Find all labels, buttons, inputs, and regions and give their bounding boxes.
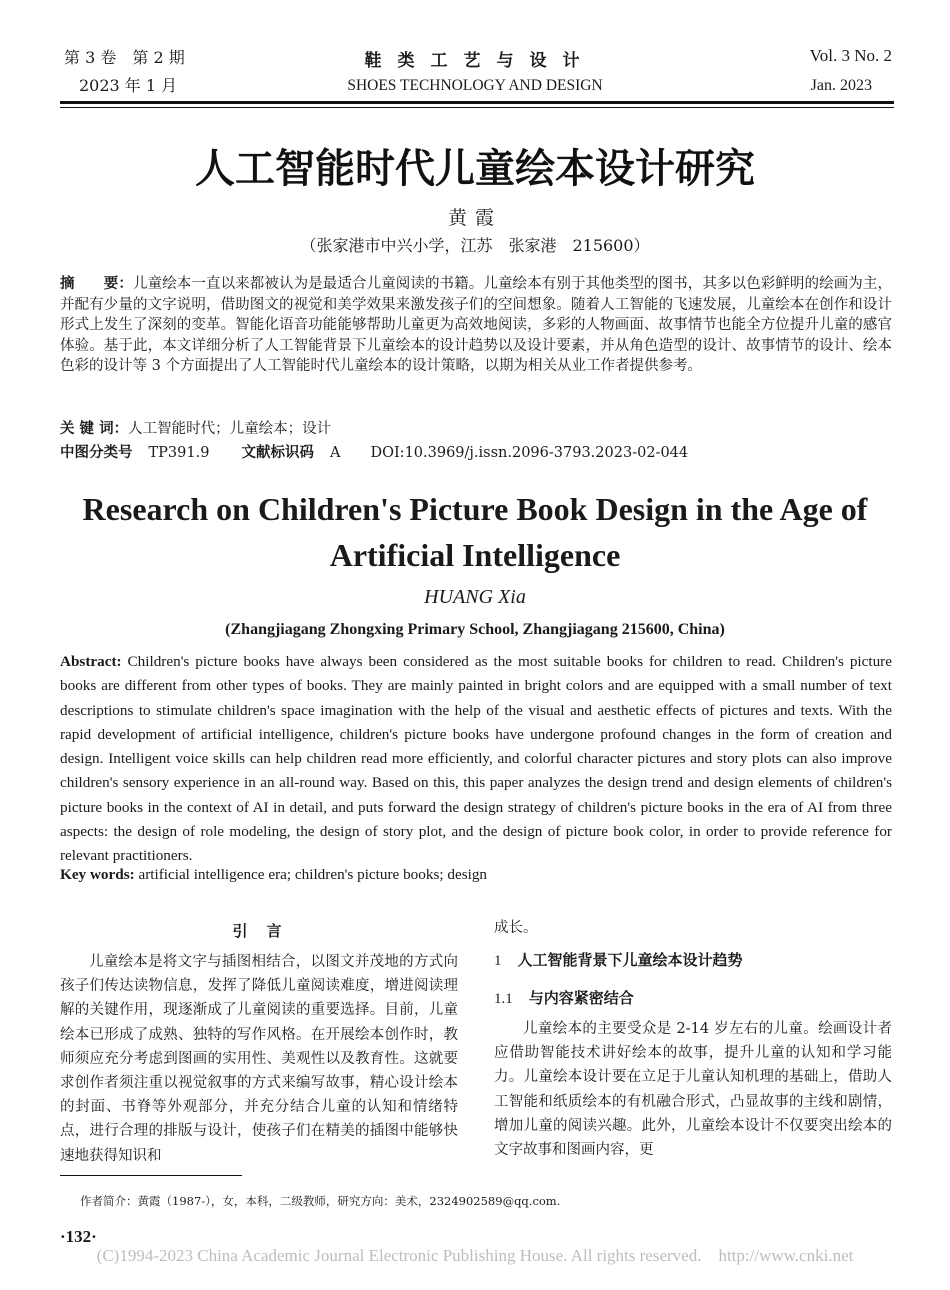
header-date-cn: 2023 年 1 月	[79, 76, 178, 95]
abstract-en-label: Abstract:	[60, 653, 122, 670]
intro-paragraph: 儿童绘本是将文字与插图相结合，以图文并茂地的方式向孩子们传达读物信息，发挥了降低儿童阅读难度，增进阅读理解的关键作用，现逐渐成了儿童阅读的重要选择。目前，儿童绘本已形成了成熟、独特的写作风格。在开展绘本创作时，教师须应充分考虑到图画的实用性、美观性以及教育性。这就要求创作者须注重以视觉叙事的方式来编写故事，精心设计绘本的封面、书脊等外观部分，并充分结合儿童的认知和情绪特点，进行合理的排版与设计，使孩子们在精美的插图中能够快速地获得知识和	[60, 954, 458, 1164]
header-volume-issue-en: Vol. 3 No. 2	[809, 46, 892, 65]
clc-label: 中图分类号	[60, 445, 133, 461]
classification-line	[60, 443, 892, 464]
abstract-cn	[60, 274, 892, 377]
section-1-1-paragraph: 儿童绘本的主要受众是 2-14 岁左右的儿童。绘画设计者应借助智能技术讲好绘本的故事，提升儿童的认知和学习能力。儿童绘本设计要在立足于儿童认知机理的基础上，借助人工智能和纸质绘本的有机融合形式，凸显故事的主线和剧情，增加儿童的阅读兴趣。此外，儿童绘本设计不仅要突出绘本的文字故事和图画内容，更	[494, 1021, 892, 1159]
section-1-1-title: 与内容紧密结合	[528, 989, 634, 1007]
abstract-cn-label: 摘 要：	[60, 276, 133, 292]
intro-heading: 引 言	[232, 922, 284, 940]
section-1-heading	[494, 949, 743, 970]
abstract-cn-text: 儿童绘本一直以来都被认为是最适合儿童阅读的书籍。儿童绘本有别于其他类型的图书，其多以色彩鲜明的绘画为主，并配有少量的文字说明，借助图文的视觉和美学效果来激发孩子们的空间想象。随着人工智能的飞速发展，儿童绘本在创作和设计形式上发生了深刻的变革。智能化语音功能能够帮助儿童更为高效地阅读，多彩的人物画面、故事情节也能全方位提升儿童的感官体验。基于此，本文详细分析了人工智能背景下儿童绘本的设计趋势以及设计要素，并从角色造型的设计、故事情节的设计、绘本色彩的设计等 3 个方面提出了人工智能时代儿童绘本的设计策略，以期为相关从业工作者提供参考。	[60, 276, 893, 374]
section-1-title: 人工智能背景下儿童绘本设计趋势	[517, 951, 743, 969]
author-affiliation-en: (Zhangjiagang Zhongxing Primary School, Zhangjiagang 215600, China)	[225, 621, 725, 638]
author-affiliation-cn: （张家港市中兴小学，江苏 张家港 215600）	[300, 236, 650, 255]
paper-title-cn: 人工智能时代儿童绘本设计研究	[195, 146, 755, 192]
page-number: ·132·	[60, 1227, 97, 1246]
paper-title-en-line1: Research on Children's Picture Book Design in the Age of	[82, 491, 868, 527]
keywords-cn-text: 人工智能时代；儿童绘本；设计	[128, 421, 332, 437]
right-column-continuation: 成长。	[494, 920, 538, 936]
header-thick-rule	[60, 101, 894, 104]
section-1-1-number: 1.1	[494, 991, 513, 1007]
clc-value: TP391.9	[148, 445, 210, 461]
author-footnote: 作者简介：黄霞（1987-），女，本科，二级教师，研究方向：美术，2324902589@qq.com.	[80, 1194, 561, 1208]
section-1-1-heading	[494, 987, 634, 1008]
header-journal-name-cn: 鞋类工艺与设计	[364, 51, 596, 71]
paper-title-en	[0, 486, 950, 578]
header-journal-name-en: SHOES TECHNOLOGY AND DESIGN	[347, 77, 603, 94]
header-thin-rule	[60, 107, 894, 108]
author-name-cn: 黄霞	[447, 207, 502, 229]
keywords-cn-label: 关 键 词：	[60, 421, 129, 437]
keywords-en-label: Key words:	[60, 866, 135, 883]
document-code-label: 文献标识码	[241, 445, 314, 461]
keywords-cn	[60, 419, 892, 440]
doi: DOI:10.3969/j.issn.2096-3793.2023-02-044	[370, 445, 689, 461]
author-name-en: HUANG Xia	[424, 586, 526, 608]
abstract-en-text: Children's picture books have always been considered as the most suitable books for children to read. Children's picture books are different from other types of books. They are mainly painted in bright colors and are equipped with a small number of text descriptions to stimulate children's space imagination with the help of the visual and aesthetic effects of pictures and texts. With the rapid development of artificial intelligence, children's picture books have undergone profound changes in the form of creation and design. Intelligent voice skills can help children read more efficiently, and colorful character pictures and story plots can also improve children's sensory experience in an all-round way. Based on this, this paper analyzes the design trend and design elements of children's picture books in the context of AI in detail, and puts forward the design strategy of children's picture books in the era of AI from three aspects: the design of role modeling, the design of story plot, and the design of picture book color, in order to provide reference for relevant practitioners.	[60, 653, 892, 865]
document-code-value: A	[329, 445, 341, 461]
header-date-en: Jan. 2023	[810, 77, 872, 94]
header-volume-issue-cn: 第 3 卷 第 2 期	[64, 48, 185, 67]
section-1-number: 1	[494, 953, 502, 969]
footnote-rule	[60, 1175, 242, 1176]
cnki-watermark: (C)1994-2023 China Academic Journal Electronic Publishing House. All rights reserved. http://www.cnki.net	[96, 1246, 854, 1265]
keywords-en	[60, 863, 892, 887]
paper-title-en-line2: Artificial Intelligence	[329, 537, 621, 573]
abstract-en	[60, 650, 892, 869]
keywords-en-text: artificial intelligence era; children's picture books; design	[138, 866, 488, 883]
